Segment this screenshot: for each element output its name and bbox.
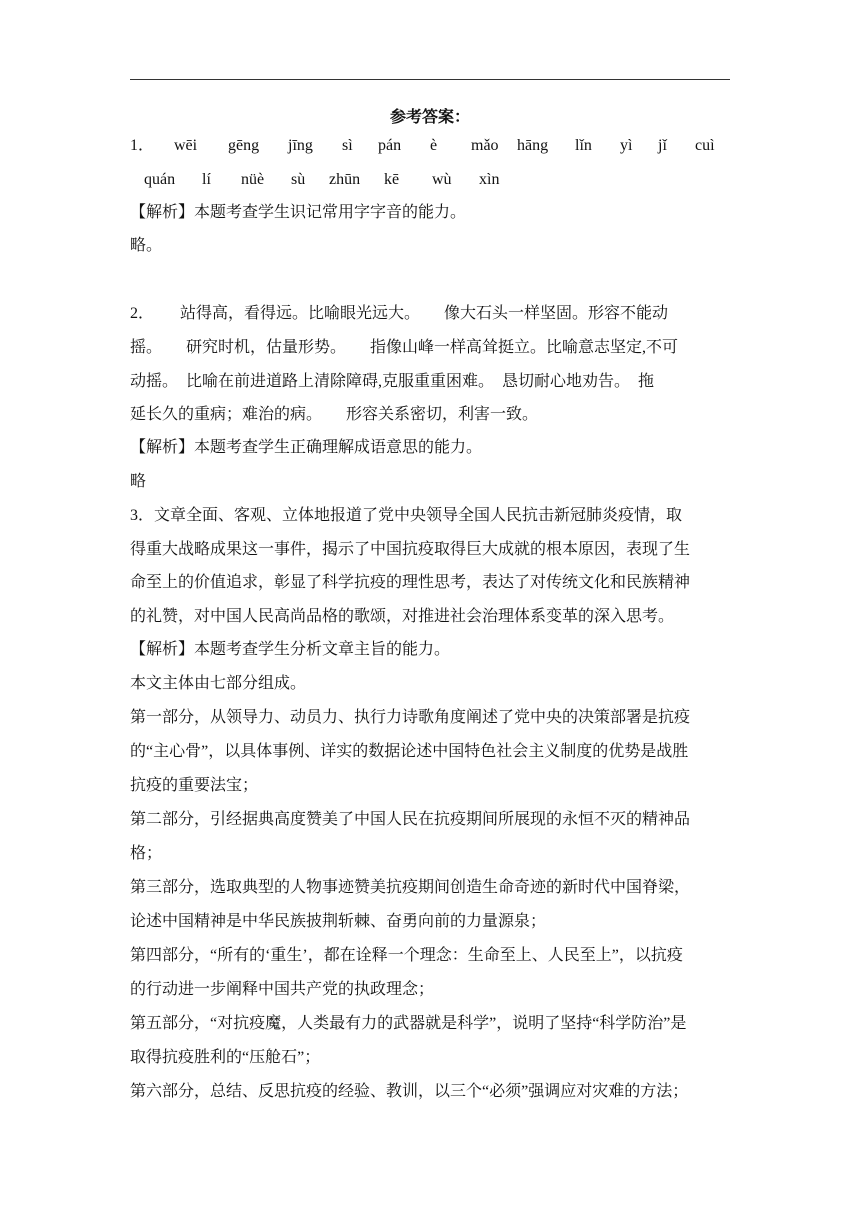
pinyin-item: quán (144, 171, 176, 188)
q3-paragraph-intro: 本文主体由七部分组成。 (130, 675, 307, 692)
q2-line-2: 摇。 研究时机，估量形势。 指像山峰一样高耸挺立。比喻意志坚定,不可 (130, 339, 679, 356)
q2-number: 2． (130, 305, 155, 322)
q3-part1-line-2: 的“主心骨”，以具体事例、详实的数据论述中国特色社会主义制度的优势是战胜 (130, 743, 689, 760)
q3-part4-line-2: 的行动进一步阐释中国共产党的执政理念； (130, 981, 435, 998)
q3-part2-line-2: 格； (130, 845, 163, 862)
q3-line-1: 3．文章全面、客观、立体地报道了党中央领导全国人民抗击新冠肺炎疫情，取 (130, 507, 683, 524)
pinyin-item: gēng (228, 137, 260, 154)
q3-analysis: 【解析】本题考查学生分析文章主旨的能力。 (130, 641, 451, 658)
q3-line-3: 命至上的价值追求，彰显了科学抗疫的理性思考，表达了对传统文化和民族精神 (130, 574, 691, 591)
q3-part4-line-1: 第四部分，“所有的‘重生’，都在诠释一个理念：生命至上、人民至上”，以抗疫 (130, 947, 683, 964)
pinyin-item: xìn (479, 171, 500, 188)
pinyin-item: hāng (517, 137, 549, 154)
pinyin-item: yì (620, 137, 633, 154)
pinyin-item: lí (202, 171, 211, 188)
pinyin-item: è (430, 137, 438, 154)
q3-part6-line-1: 第六部分，总结、反思抗疫的经验、教训，以三个“必须”强调应对灾难的方法； (130, 1083, 689, 1100)
q1-analysis: 【解析】本题考查学生识记常用字字音的能力。 (130, 204, 467, 221)
pinyin-item: cuì (695, 137, 715, 154)
q3-line-2: 得重大战略成果这一事件，揭示了中国抗疫取得巨大成就的根本原因，表现了生 (130, 541, 691, 558)
pinyin-item: sì (342, 137, 353, 154)
q3-part2-line-1: 第二部分，引经据典高度赞美了中国人民在抗疫期间所展现的永恒不灭的精神品 (130, 811, 691, 828)
pinyin-item: zhūn (329, 171, 361, 188)
q1-note: 略。 (130, 237, 163, 254)
q2-line-4: 延长久的重病；难治的病。 形容关系密切，利害一致。 (130, 406, 539, 423)
q3-line-4: 的礼赞，对中国人民高尚品格的歌颂，对推进社会治理体系变革的深入思考。 (130, 608, 675, 625)
pinyin-item: mǎo (471, 137, 499, 154)
q2-line-1-text: 站得高，看得远。比喻眼光远大。 像大石头一样坚固。形容不能动 (180, 305, 669, 322)
header-rule (130, 79, 730, 80)
pinyin-item: wù (432, 171, 452, 188)
q2-analysis: 【解析】本题考查学生正确理解成语意思的能力。 (130, 439, 483, 456)
q3-part1-line-1: 第一部分，从领导力、动员力、执行力诗歌角度阐述了党中央的决策部署是抗疫 (130, 709, 691, 726)
q2-note: 略 (130, 473, 147, 490)
pinyin-item: jǐ (658, 137, 667, 154)
q1-pinyin-row-1 (130, 136, 730, 156)
pinyin-item: kē (384, 171, 400, 188)
pinyin-item: sù (291, 171, 306, 188)
q3-part1-line-3: 抗疫的重要法宝； (130, 777, 259, 794)
q3-part3-line-1: 第三部分，选取典型的人物事迹赞美抗疫期间创造生命奇迹的新时代中国脊梁， (130, 879, 691, 896)
q3-part3-line-2: 论述中国精神是中华民族披荆斩棘、奋勇向前的力量源泉； (130, 913, 547, 930)
q1-number: 1． (130, 137, 155, 154)
q1-pinyin-row-2 (130, 170, 730, 190)
pinyin-item: nüè (241, 171, 265, 188)
q3-part5-line-2: 取得抗疫胜利的“压舱石”； (130, 1049, 321, 1066)
pinyin-item: jīng (288, 137, 313, 154)
pinyin-item: pán (378, 137, 402, 154)
q2-line-1 (130, 304, 668, 324)
q3-part5-line-1: 第五部分，“对抗疫魔，人类最有力的武器就是科学”，说明了坚持“科学防治”是 (130, 1015, 687, 1032)
page-title: 参考答案： (389, 109, 470, 126)
q2-line-3: 动摇。 比喻在前进道路上清除障碍,克服重重困难。 恳切耐心地劝告。 拖 (130, 373, 655, 390)
pinyin-item: wēi (174, 137, 198, 154)
pinyin-item: lǐn (575, 137, 592, 154)
